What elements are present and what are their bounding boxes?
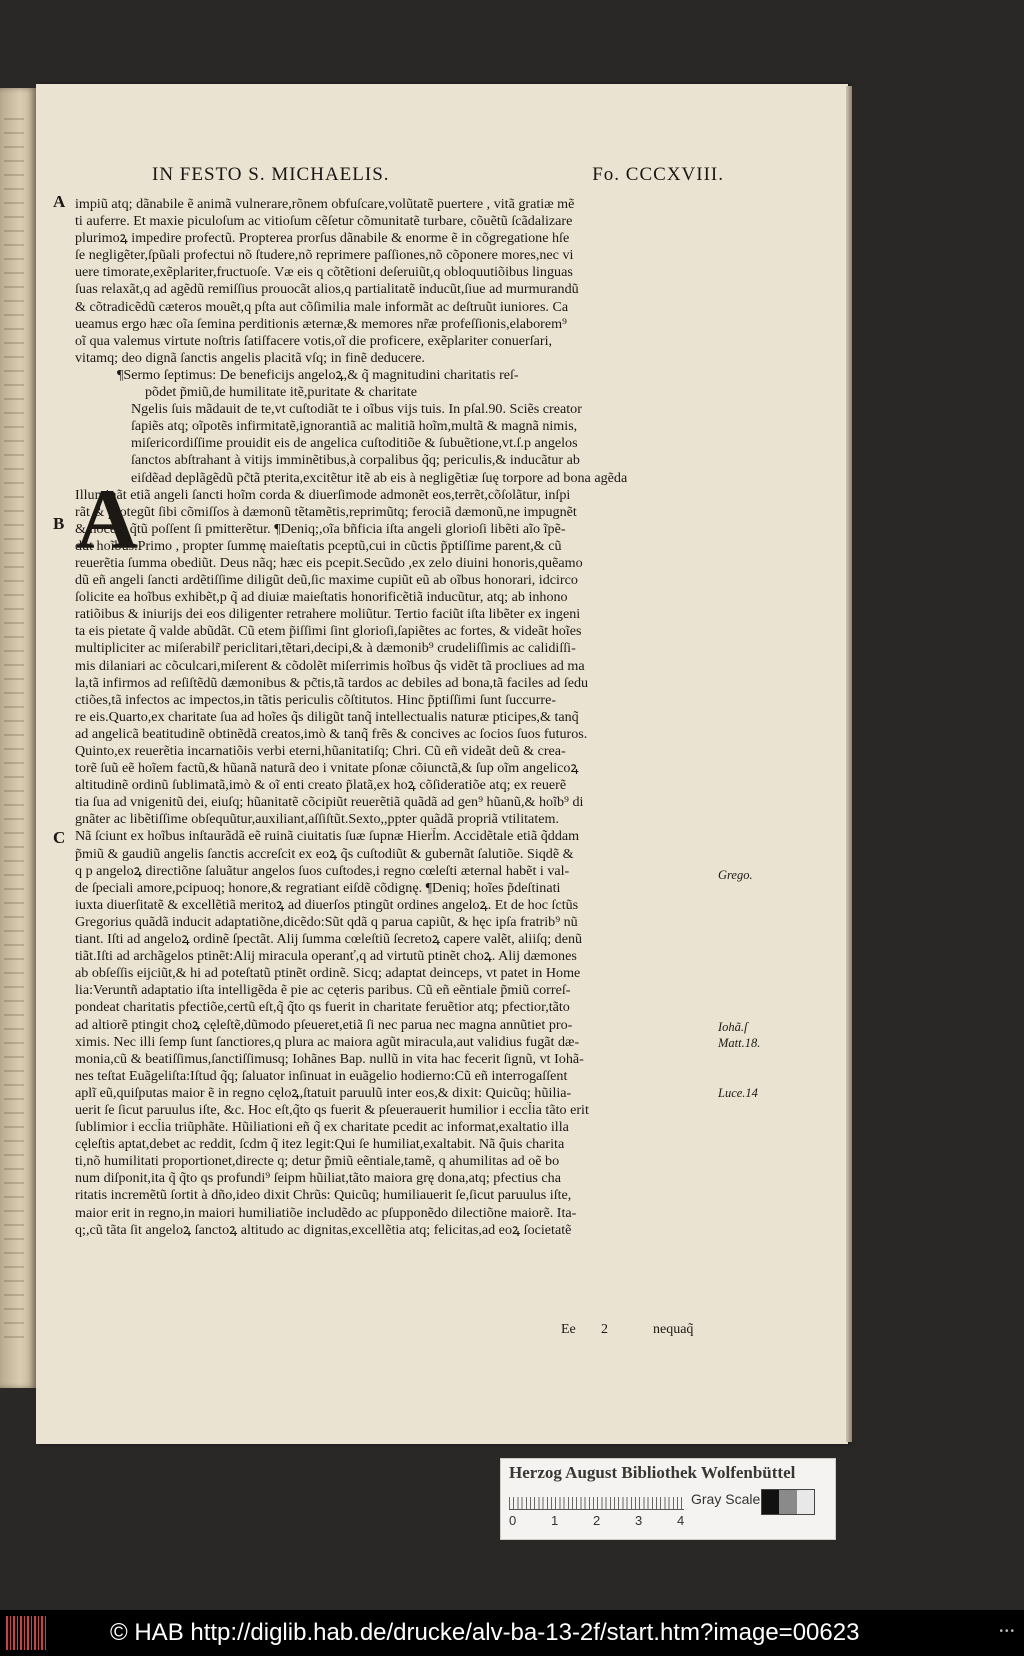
margin-note-grego: Grego. (718, 868, 753, 882)
book-page (36, 84, 848, 1444)
footer-url-text[interactable]: © HAB http://diglib.hab.de/drucke/alv-ba-13-2f/start.htm?image=00623 (110, 1619, 860, 1646)
running-head-title: IN FESTO S. MICHAELIS. (152, 164, 390, 185)
running-head (152, 164, 724, 188)
sermon-heading: ¶Sermo ſeptimus: De beneficijs angeloꝝ,& q̃ magnitudini charitatis reſ- (117, 366, 519, 383)
text-line: ti,nõ humilitati proportionet,directe q; detur p̃miũ eẽntiale,tamẽ, q ahumilitas ad oẽ bo (75, 1153, 560, 1170)
text-line: altitudinẽ ordinũ ſublimatã,imò & oĩ enti creato p̃latã,ex hoꝝ cõſideratiõe atq; ex reuerẽ (75, 777, 567, 794)
text-line: q p angeloꝝ directiõne ſaluãtur angelos ſuos cuſtodes,i regno cœleſti æternal habẽt i val- (75, 862, 570, 879)
text-line: ſublimior i eccl̃ia triũphãte. Hũiliationi eñ q̃ ex charitate pcedit ac informat,exaltatio illa (75, 1119, 569, 1136)
gray-swatch (797, 1490, 814, 1514)
text-line: pondeat charitatis pfectiõe,certũ eſt,q̃ q̃to qs fuerit in charitate feruẽtior atq; pfectior,tãto (75, 999, 570, 1016)
text-line: ſanctos abſtrahant à vitijs imminẽtibus,à corpalibus q̃q; periculis,& inducãtur ab (131, 452, 580, 469)
text-line: ſuas relaxãt,q ad agẽdũ remiſſius prouocãt alios,q partialitatẽ inducũt,ſiue ad murmurandũ (75, 281, 579, 298)
text-line: tia ſua ad vnigenitũ dei, eiuſq; hũanitatẽ cõcipiũt reuerẽtiã quãdã ad gen⁹ hũanũ,& hoĩb⁹ di (75, 794, 584, 811)
ruler-numbers (509, 1513, 684, 1529)
text-line: ſolicite ea hoĩbus exhibẽt,p q̃ ad diuiæ maieſtatis honorificẽtiã inducũtur, atq; ab inhono (75, 589, 568, 606)
section-marker-c: C (53, 828, 66, 847)
text-line: gnãter ac libẽtiſſime obſequũtur,auxiliant,aſſiſtũt.Sexto,,ppter quãdã propriã vtilitatem. (75, 811, 559, 828)
page-edge-right (846, 86, 852, 1442)
margin-note-iohan: Iohã.ſ (718, 1020, 748, 1034)
text-line: Quinto,ex reuerẽtia incarnatiõis verbi eterni,hũanitatiſq; Chri. Cũ eñ videãt deũ & crea- (75, 743, 566, 759)
text-line: iuxta diuerſitatẽ & excellẽtiã meritoꝝ ad diuerſos ptingũt ordines angeloꝝ. Et de hoc ſctũs (75, 896, 579, 913)
text-line: ad altiorẽ ptingit choꝝ cęleſtẽ,dũmodo pſeueret,etiã ſi nec parua nec magna annũtiet pro- (75, 1016, 573, 1033)
footer-bar (0, 1610, 1024, 1656)
ruler-number: 1 (551, 1513, 559, 1528)
text-line: tiant. Iſti ad angeloꝝ ordinẽ ſpectãt. Alij ſumma cœleſtiũ ſecretoꝝ capere valẽt, aliiſq; denũ (75, 931, 583, 948)
catchwords (561, 1322, 711, 1340)
text-line: ueamus ergo hæc oĩa ſemina perditionis æternæ,& memores nr̃æ profeſſionis,elaborem⁹ (75, 315, 567, 332)
text-line: ritatis incremẽtũ ſortit à dño,ideo dixit Chrũs: Quicũq; humiliauerit ſe,ſicut paruulus iſte, (75, 1187, 572, 1204)
text-line: impiũ atq; dãnabile ẽ animã vulnerare,rõnem obfuſcare,volũtatẽ puertere , vitã gratiæ mẽ (75, 196, 575, 212)
text-line: ab obſeſſis eijciũt,& hi ad poteſtatũ ptinẽt ordinẽ. Sicq; adaptat deinceps, vt patet in Home (75, 965, 581, 982)
text-line: ta eis pietate q̃ valde abũdãt. Cũ etem p̃iſſimi ſint glorioſi,ſapiẽtes ac fortes, & videãt hoĩes (75, 623, 582, 640)
text-line: ximis. Nec illi ſemp ſunt ſanctiores,q plura ac maiora agũt miracula,aut validius fugãt dæ- (75, 1033, 580, 1050)
signature-mark: Ee (561, 1322, 576, 1337)
gray-scale-label: Gray Scale (691, 1491, 761, 1507)
text-line: Gregorius quãdã inducit adaptatiõne,dicẽdo:Sũt qdã q parua capiũt, & hęc ipſa fratrib⁹ nũ (75, 913, 578, 930)
text-line: & cõtradicẽdũ cæteros mouẽt,q pſta aut cõſimilia male informãt ac deſtruũt iuniores. Ca (75, 298, 569, 315)
ruler-number: 4 (677, 1513, 685, 1528)
text-line: plurimoꝝ impedire profectũ. Propterea prorſus dãnabile & enorme ẽ in cõgregatione hſe (75, 230, 570, 247)
text-line: dũ eñ angeli ſancti ardẽtiſſime diligũt deũ,ſic maxime cupiũt eũ ab oĩbus honorari, idcirco (75, 572, 578, 589)
intro-paragraph (75, 196, 715, 367)
footer-dots-icon: ••• (999, 1626, 1016, 1637)
section-marker-a: A (53, 192, 66, 211)
drop-initial: A (76, 471, 139, 567)
text-line: ſe negligẽter,ſpũali profectui nõ ſtudere,nõ reprimere paſſiones,nõ cõponere mores,nec vi (75, 247, 574, 264)
text-block (75, 196, 715, 1239)
text-line: re eis.Quarto,ex charitate ſua ad hoĩes q̃s diligũt tanq̃ intellectualis naturæ pticipes,& tanq̃ (75, 708, 579, 725)
text-line: lia:Veruntñ adaptatio iſta intelligẽda ẽ pie ac cęteris paribus. Cũ eñ eẽntiale p̃miũ correſ- (75, 982, 571, 999)
text-line: de ſpeciali amore,pcipuoq; honore,& regratiant eiſdẽ cõdignę. ¶Deniq; hoĩes p̃deſtinati (75, 879, 561, 896)
text-line: ti auferre. Et maxie piculoſum ac vitioſum cẽſetur cõmunitatẽ turbare, cõuẽtũ ſcãdalizare (75, 213, 573, 230)
catchword: nequaq̃ (653, 1322, 694, 1337)
text-line: & noceãt q̃tũ poſſent ſi pmitterẽtur. ¶Deniq;,oĩa bñficia iſta angeli glorioſi libẽti aĩo ĩpẽ- (75, 520, 566, 537)
ruler-number: 0 (509, 1513, 517, 1528)
section-marker-b: B (53, 514, 65, 533)
text-line: ctiões,tã infectos ac impectos,in tãtis periculis cõſtitutos. Hinc p̃ptiſſimi ſunt ſuccurre- (75, 691, 557, 708)
gray-swatches (761, 1489, 815, 1515)
text-line: oĩ qua valemus virtute noſtris ſatiſfacere votis,oĩ die proficere, exẽplariter conuerſari, (75, 332, 553, 349)
left-page-edge (0, 88, 36, 1388)
text-line: ratiõibus & iniurijs dei eos diligenter retrahere moliũtur. Tertio faciũt iſta libẽter ex ingeni (75, 606, 581, 623)
sermon-body (75, 401, 715, 1239)
text-line: Nã ſciunt ex hoĩbus inſtaurãdã eẽ ruinã ciuitatis ſuæ ſupnæ Hierl̃m. Accidẽtale etiã q̃ddam (75, 828, 580, 845)
folio-number: Fo. CCCXVIII. (592, 164, 724, 185)
signature-number: 2 (601, 1322, 608, 1337)
gray-swatch (779, 1490, 796, 1514)
sermon-heading-continued: põdet p̃miũ,de humilitate itẽ,puritate & charitate (145, 384, 417, 401)
gray-swatch (762, 1490, 779, 1514)
scale-ruler (509, 1489, 684, 1510)
text-line: rãt & protegũt ſibi cõmiſſos à dæmonũ tẽtamẽtis,reprimũtq; ferociã dæmonũ,ne impugnẽt (75, 503, 577, 520)
text-line: la,tã infirmos ad reſiſtẽdũ dæmonibus & pc̃tis,tã tardos ac debiles ad bona,tã faciles ad ſedu (75, 674, 589, 691)
text-line: multipliciter ac miſerabilr̃ periclitari,tẽtari,decipi,& à dæmonib⁹ crudeliſſimis ac calidiſſi- (75, 640, 576, 657)
text-line: ſapiẽs atq; oĩpotẽs infirmitatẽ,ignorantiã ac malitiã hoĩm,multã & magnã nimis, (131, 418, 578, 435)
text-line: ad angelicã beatitudinẽ obtinẽdã creatos,imò & tanq̃ frẽs & concives ac ſocios ſuos futuros. (75, 725, 588, 742)
hab-logo-icon (6, 1616, 48, 1650)
text-line: cęleſtis aptat,debet ac reddit, ſcdm q̃ itez legit:Qui ſe humiliat,exaltabit. Nã q̃uis charita (75, 1136, 565, 1153)
text-line: eiſdẽad deplãgẽdũ pc̃tã pterita,excitẽtur itẽ ab eis à negligẽtiæ ſuę torpore ad bona agẽda (131, 469, 628, 486)
library-label: Herzog August Bibliothek Wolfenbüttel (509, 1463, 796, 1482)
margin-note-matt: Matt.18. (718, 1036, 761, 1050)
text-line: Ngelis ſuis mãdauit de te,vt cuſtodiãt te i oĩbus vijs tuis. In pſal.90. Sciẽs creator (131, 401, 582, 418)
text-line: torẽ ſuũ eẽ hoĩem factũ,& hũanã naturã deo i vnitate pſonæ cõiunctã,& ſup oĩm angelicoꝝ (75, 760, 579, 777)
text-line: uere timorate,exẽplariter,fructuoſe. Væ eis q cõtẽtioni deſeruiũt,q obloquutiõibus linguas (75, 264, 573, 281)
text-line: mis dilaniari ac cõculcari,miſerent & cõdolẽt miſerrimis hoĩbus q̃s vidẽt tã procliues ad ma (75, 657, 585, 674)
text-line: reuerẽtia ſumma obediũt. Deus nãq; hæc eis pcepit.Secũdo ,ex zelo diuini honoris,quẽamo (75, 554, 583, 571)
margin-note-luce: Luce.14 (718, 1086, 758, 1100)
text-line: miſericordiſſime prouidit eis de angelica cuſtoditiõe & ſubuẽtione,vt.ſ.p angelos (131, 435, 578, 452)
text-line: vitamq; deo dignã ſanctis angelis placitã vſq; in finẽ deducere. (75, 349, 425, 366)
ruler-number: 2 (593, 1513, 601, 1528)
ruler-number: 3 (635, 1513, 643, 1528)
text-line: p̃miũ & gaudiũ angelis ſanctis accreſcit ex eoꝝ q̃s cuſtodiũt & gubernãt ſalutiõe. Siqdẽ & (75, 845, 574, 862)
text-line: dũt hoĩbus.Primo , propter ſummę maieſtatis pceptũ,cui in cũctis p̃ptiſſime parent,& cũ (75, 537, 562, 554)
text-line: uerit ſe ſicut paruulus iſte, &c. Hoc eſt,q̃to qs fuerit & pſeuerauerit humilior i eccl̃ia tãto erit (75, 1101, 589, 1118)
text-line: monia,cũ & beatiſſimus,ſanctiſſimusq; Iohãnes Bap. nullũ in vita hac fecerit ſignũ, vt Iohã- (75, 1050, 584, 1067)
text-line: tiãt.Iſti ad archãgelos ptinẽt:Alij miracula operanť,q ad virtutũ ptinẽt choꝝ. Alij dæmones (75, 948, 577, 965)
text-line: maior erit in regno,in maiori humiliatiõe includẽdo ac pſupponẽdo dilectiõne maiorẽ. Ita- (75, 1204, 577, 1221)
text-line: aplĩ eũ,quiſputas maior ẽ in regno cęloꝝ,ſtatuit paruulũ inter eos,& dixit: Quicũq; hũilia- (75, 1084, 572, 1101)
color-calibration-card (500, 1458, 836, 1540)
text-line: Illuminãt etiã angeli ſancti hoĩm corda & diuerſimode admonẽt eos,terrẽt,cõſolãtur, inſpi (75, 486, 571, 503)
text-line: num diſponit,ita q̃ q̃to qs profundi⁹ ſeipm hũiliat,tãto maiora grę dona,atq; pfectius cha (75, 1170, 561, 1187)
text-line: q;,cũ tãta ſit angeloꝝ ſanctoꝝ altitudo ac dignitas,excellẽtia atq; felicitas,ad eoꝝ ſocietatẽ (75, 1221, 572, 1238)
text-line: nes teſtat Euãgeliſta:Iſtud q̃q; ſaluator inſinuat in euãgelio hodierno:Cũ eñ interrogaſſent (75, 1067, 568, 1084)
